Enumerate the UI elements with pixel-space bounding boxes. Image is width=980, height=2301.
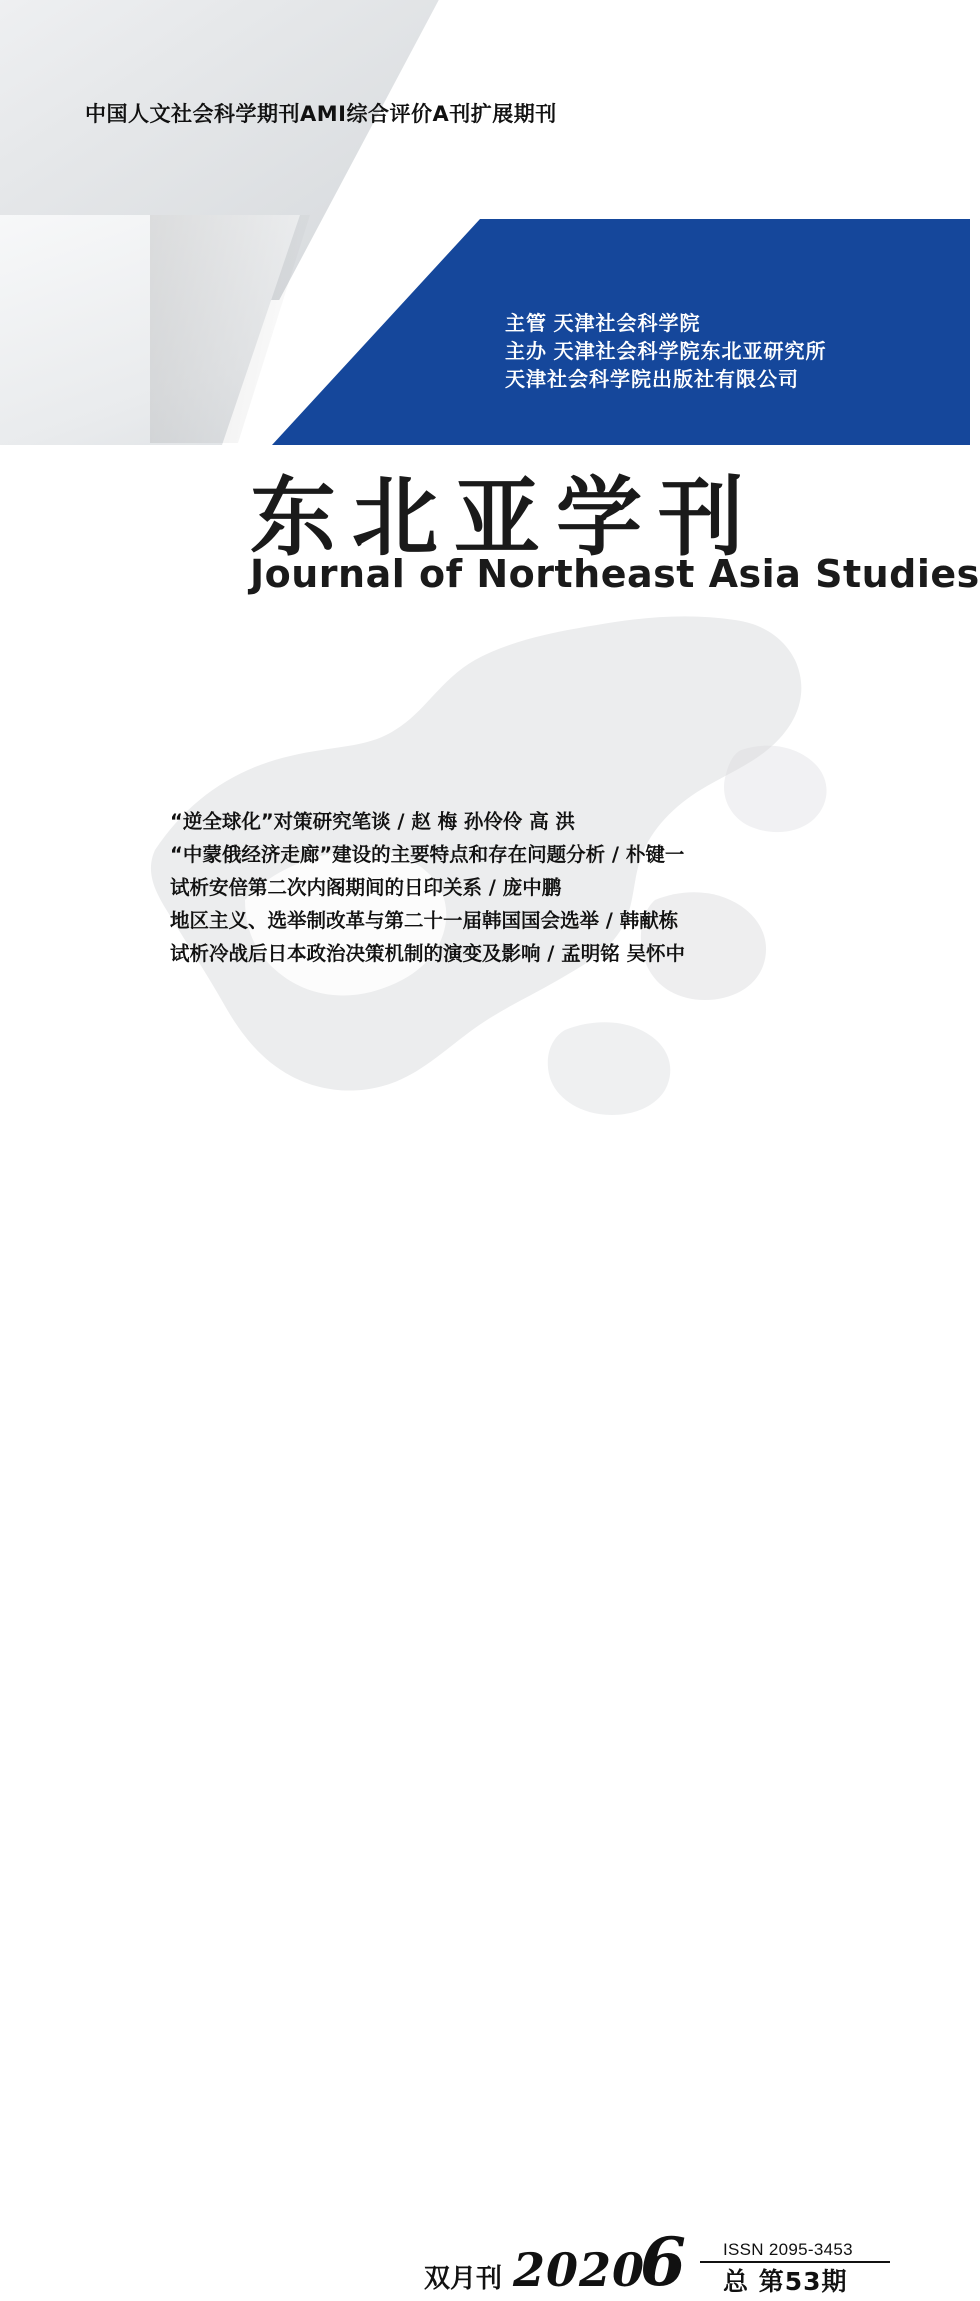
organizer-line: 主办 天津社会科学院东北亚研究所: [505, 341, 827, 363]
list-item: 地区主义、选举制改革与第二十一届韩国国会选举 / 韩献栋: [170, 909, 679, 932]
journal-title-chinese: 东北亚学刊: [250, 468, 760, 568]
supervisor-line: 主管 天津社会科学院: [505, 313, 701, 335]
publisher-info: [505, 310, 945, 394]
decorative-fold-shadow: [150, 215, 310, 443]
ami-evaluation-line: 中国人文社会科学期刊AMI综合评价A刊扩展期刊: [85, 102, 557, 126]
list-item: “逆全球化”对策研究笔谈 / 赵 梅 孙伶伶 高 洪: [170, 810, 575, 833]
list-item: “中蒙俄经济走廊”建设的主要特点和存在问题分析 / 朴键一: [170, 843, 685, 866]
list-item: 试析冷战后日本政治决策机制的演变及影响 / 孟明铭 吴怀中: [170, 942, 685, 965]
journal-title-english: Journal of Northeast Asia Studies: [250, 552, 980, 596]
issue-year: 2020: [513, 2243, 646, 2297]
publication-frequency: 双月刊: [424, 2264, 503, 2294]
list-item: 试析安倍第二次内阁期间的日印关系 / 庞中鹏: [170, 876, 562, 899]
press-line: 天津社会科学院出版社有限公司: [505, 369, 799, 391]
cumulative-issue-number: 总 第53期: [723, 2267, 848, 2296]
issn-code: ISSN 2095-3453: [723, 2240, 853, 2259]
issue-number: 6: [640, 2223, 686, 2301]
table-of-contents: [170, 805, 870, 970]
issue-information: [0, 1118, 970, 2301]
